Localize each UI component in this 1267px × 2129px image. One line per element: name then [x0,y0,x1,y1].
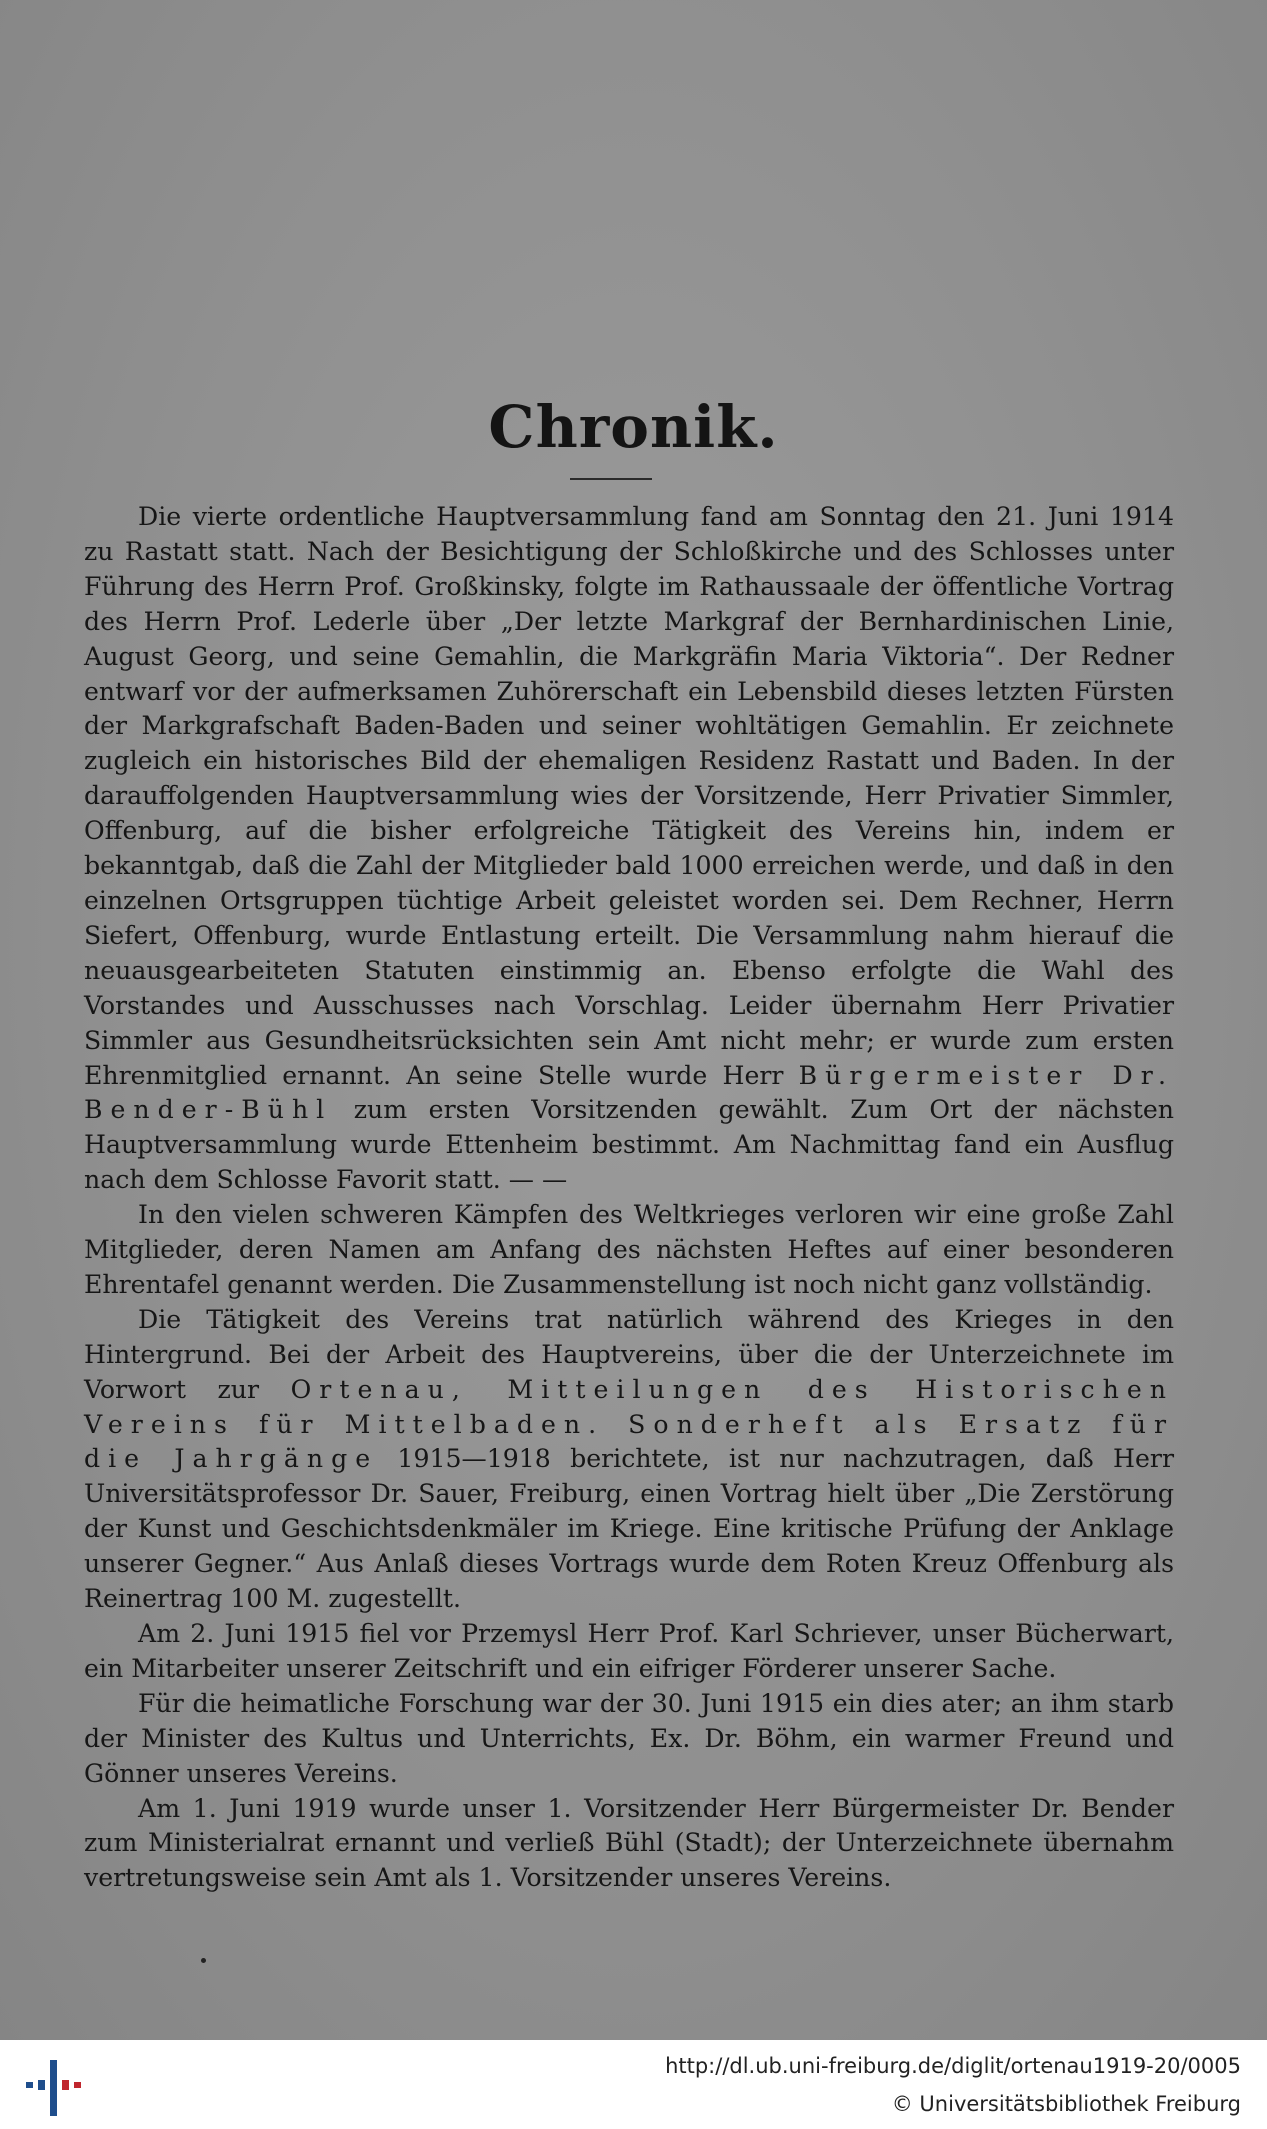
spaced-name: Bürgermeister Dr. Bender-Bühl [84,1060,1174,1125]
paragraph-1 [84,500,1174,1198]
paragraph-3 [84,1303,1174,1617]
spaced-work-title: Ortenau, Mitteilungen des Historischen Vereins für Mittelbaden. Sonderheft als Ersatz für die Jahrgänge [84,1374,1175,1474]
paragraph-2: In den vielen schweren Kämpfen des Weltkrieges verloren wir eine große Zahl Mitglieder, deren Namen am Anfang des nächsten Heftes auf einer besonderen Ehrentafel genannt werden. Die Zusammenstellung ist noch nicht ganz vollständig. [84,1200,1174,1299]
library-logo-icon [18,2056,88,2120]
copyright-notice: © Universitätsbibliothek Freiburg [891,2092,1241,2116]
paragraph-1-text: Die vierte ordentliche Hauptversammlung fand am Sonntag den 21. Juni 1914 zu Rastatt statt. Nach der Besichtigung der Schloßkirche und des Schlosses unter Führung des Herrn Prof. Großkinsky, folgte im Rathaussaale der öffentliche Vortrag des Herrn Prof. Lederle über „Der letzte Markgraf der Bernhardinischen Linie, August Georg, und seine Gemahlin, die Markgräfin Maria Viktoria“. Der Redner entwarf vor der aufmerksamen Zuhörerschaft ein Lebensbild dieses letzten Fürsten der Markgrafschaft Baden-Baden und seiner wohltätigen Gemahlin. Er zeichnete zugleich ein historisches Bild der ehemaligen Residenz Rastatt und Baden. In der darauffolgenden Hauptversammlung wies der Vorsitzende, Herr Privatier Simmler, Offenburg, auf die bisher erfolgreiche Tätigkeit des Vereins hin, indem er bekanntgab, daß die Zahl der Mitglieder bald 1000 erreichen werde, und daß in den einzelnen Ortsgruppen tüchtige Arbeit geleistet worden sei. Dem Rechner, Herrn Siefert, Offenburg, wurde Entlastung erteilt. Die Versammlung nahm hierauf die neuausgearbeiteten Statuten einstimmig an. Ebenso erfolgte die Wahl des Vorstandes und Ausschusses nach Vorschlag. Leider übernahm Herr Privatier Simmler aus Gesundheitsrücksichten sein Amt nicht mehr; er wurde zum ersten Ehrenmitglied ernannt. An seine Stelle wurde Herr [84,502,1174,1090]
paragraph-1-tail: zum ersten Vorsitzenden gewählt. Zum Ort der nächsten Hauptversammlung wurde Ettenheim bestimmt. Am Nachmittag fand ein Ausflug nach dem Schlosse Favorit statt. — — [84,1095,1174,1195]
paragraph-5: Für die heimatliche Forschung war der 30. Juni 1915 ein dies ater; an ihm starb der Minister des Kultus und Unterrichts, Ex. Dr. Böhm, ein warmer Freund und Gönner unseres Vereins. [84,1688,1174,1788]
paragraph-6: Am 1. Juni 1919 wurde unser 1. Vorsitzender Herr Bürgermeister Dr. Bender zum Ministerialrat ernannt und verließ Bühl (Stadt); der Unterzeichnete übernahm vertretungsweise sein Amt als 1. Vorsitzender unseres Vereins. [84,1793,1174,1893]
ink-speck [201,1958,206,1963]
paragraph-3-text: Die Tätigkeit des Vereins trat natürlich während des Krieges in den Hintergrund. Bei der Arbeit des Hauptvereins, über die der Unterzeichnete im Vorwort zur [84,1304,1174,1404]
viewer-footer [0,2040,1267,2129]
page-title: Chronik. [488,393,779,461]
paragraph-4: Am 2. Juni 1915 fiel vor Przemysl Herr Prof. Karl Schriever, unser Bücherwart, ein Mitarbeiter unserer Zeitschrift und ein eifriger Förderer unserer Sache. [84,1619,1174,1683]
source-url-link[interactable]: http://dl.ub.uni-freiburg.de/diglit/ortenau1919-20/0005 [665,2054,1241,2078]
chronicle-text [84,500,1174,1896]
title-divider [570,478,652,480]
paragraph-3-tail: 1915—1918 berichtete, ist nur nachzutragen, daß Herr Universitätsprofessor Dr. Sauer, Freiburg, einen Vortrag hielt über „Die Zerstörung der Kunst und Geschichtsdenkmäler im Kriege. Eine kritische Prüfung der Anklage unserer Gegner.“ Aus Anlaß dieses Vortrags wurde dem Roten Kreuz Offenburg als Reinertrag 100 M. zugestellt. [84,1444,1174,1614]
